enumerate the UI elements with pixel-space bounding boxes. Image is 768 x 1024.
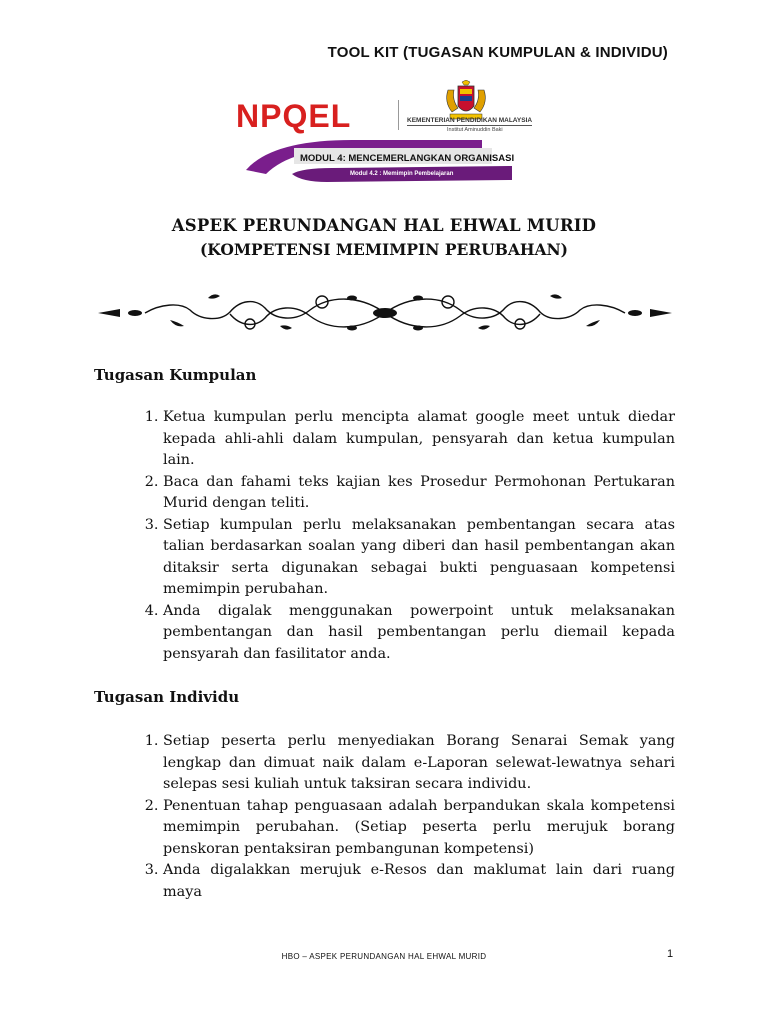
list-item: 2. Penentuan tahap penguasaan adalah berpandukan skala kompetensi memimpin perubahan. (Setiap peserta perlu merujuk borang penskoran pentaksiran pembangunan kompetensi): [163, 796, 675, 861]
logo-divider: [398, 100, 399, 130]
document-subtitle: (KOMPETENSI MEMIMPIN PERUBAHAN): [199, 240, 569, 259]
header-logos: [232, 78, 542, 188]
individual-task-heading: Tugasan Individu: [94, 688, 240, 706]
npqel-logo: NPQEL: [236, 98, 352, 134]
list-item: 2. Baca dan fahami teks kajian kes Prosedur Permohonan Pertukaran Murid dengan teliti.: [163, 472, 675, 515]
page-footer: HBO – ASPEK PERUNDANGAN HAL EHWAL MURID: [281, 952, 487, 961]
group-task-list: [163, 407, 675, 665]
page-number: 1: [667, 948, 674, 960]
toolkit-title: TOOL KIT (TUGASAN KUMPULAN & INDIVIDU): [327, 44, 668, 61]
list-item: 1. Ketua kumpulan perlu mencipta alamat google meet untuk diedar kepada ahli-ahli dalam kumpulan, pensyarah dan ketua kumpulan lain.: [163, 407, 675, 472]
individual-task-list: [163, 731, 675, 903]
list-item: 4. Anda digalak menggunakan powerpoint untuk melaksanakan pembentangan dan hasil pembentangan perlu diemail kepada pensyarah dan fasilitator anda.: [163, 601, 675, 666]
institute-label: Institut Aminuddin Baki: [447, 127, 503, 133]
document-title: ASPEK PERUNDANGAN HAL EHWAL MURID: [171, 216, 597, 235]
list-item: 3. Anda digalakkan merujuk e-Resos dan maklumat lain dari ruang maya: [163, 860, 675, 903]
ministry-label: KEMENTERIAN PENDIDIKAN MALAYSIA: [407, 117, 533, 124]
list-item: 3. Setiap kumpulan perlu melaksanakan pembentangan secara atas talian berdasarkan soalan yang diberi dan hasil pembentangan akan ditaksir serta digunakan sebagai bukti penguasaan kompetensi memimpin perubahan.: [163, 515, 675, 601]
submodule-title: Modul 4.2 : Memimpin Pembelajaran: [350, 171, 454, 177]
list-item: 1. Setiap peserta perlu menyediakan Borang Senarai Semak yang lengkap dan dimuat naik dalam e-Laporan selewat-lewatnya sehari selepas sesi kuliah untuk taksiran secara individu.: [163, 731, 675, 796]
module-title: MODUL 4: MENCEMERLANGKAN ORGANISASI: [300, 153, 515, 164]
ornamental-divider-icon: [90, 290, 680, 336]
group-task-heading: Tugasan Kumpulan: [94, 366, 257, 384]
